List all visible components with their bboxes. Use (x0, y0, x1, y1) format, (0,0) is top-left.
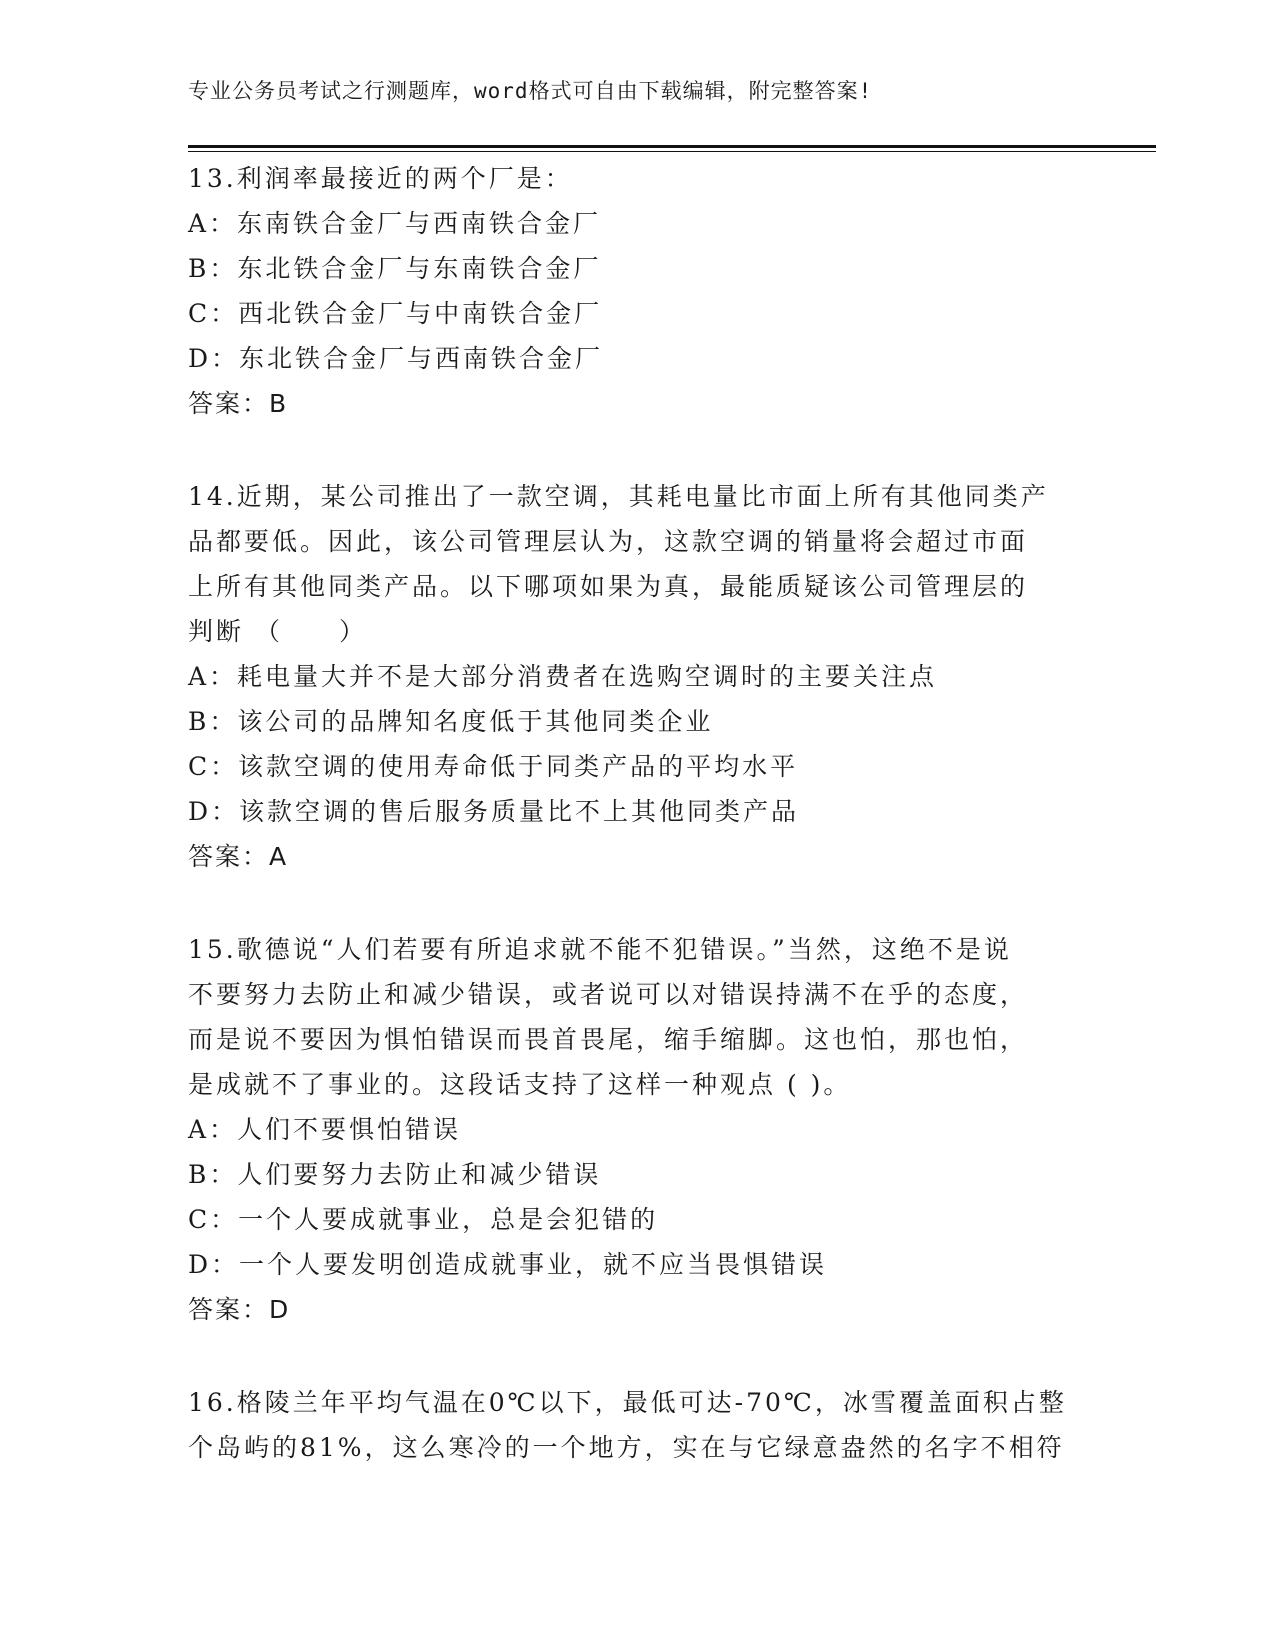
question-14 (188, 474, 1088, 879)
question-stem-line: 15.歌德说“人们若要有所追求就不能不犯错误。”当然，这绝不是说 (188, 935, 1012, 964)
answer-line: 答案：D (188, 1295, 291, 1324)
question-stem-line: 而是说不要因为惧怕错误而畏首畏尾，缩手缩脚。这也怕，那也怕， (188, 1025, 1029, 1054)
question-13 (188, 156, 1088, 426)
question-stem-line: 品都要低。因此，该公司管理层认为，这款空调的销量将会超过市面 (188, 527, 1029, 556)
option-d: D：一个人要发明创造成就事业，就不应当畏惧错误 (188, 1250, 828, 1279)
option-b: B：人们要努力去防止和减少错误 (188, 1160, 602, 1189)
question-stem-line: 不要努力去防止和减少错误，或者说可以对错误持满不在乎的态度， (188, 980, 1029, 1009)
option-c: C：该款空调的使用寿命低于同类产品的平均水平 (188, 752, 799, 781)
option-d: D：该款空调的售后服务质量比不上其他同类产品 (188, 797, 800, 826)
question-stem-line: 上所有其他同类产品。以下哪项如果为真，最能质疑该公司管理层的 (188, 572, 1029, 601)
option-c: C：一个人要成就事业，总是会犯错的 (188, 1205, 659, 1234)
answer-line: 答案：A (188, 842, 289, 871)
header-rule-thick (188, 145, 1156, 148)
option-a: A：东南铁合金厂与西南铁合金厂 (188, 209, 602, 238)
header-rule-thin (188, 151, 1156, 152)
option-a: A：人们不要惧怕错误 (188, 1115, 462, 1144)
question-stem-line: 13.利润率最接近的两个厂是： (188, 164, 573, 193)
option-b: B：东北铁合金厂与东南铁合金厂 (188, 254, 602, 283)
option-d: D：东北铁合金厂与西南铁合金厂 (188, 344, 604, 373)
question-16 (188, 1380, 1088, 1470)
answer-line: 答案：B (188, 389, 289, 418)
question-stem-line: 判断 （ ） (188, 617, 367, 646)
option-a: A：耗电量大并不是大部分消费者在选购空调时的主要关注点 (188, 662, 938, 691)
page-header-text: 专业公务员考试之行测题库，word格式可自由下载编辑，附完整答案! (188, 79, 873, 103)
question-stem-line: 16.格陵兰年平均气温在0℃以下，最低可达-70℃，冰雪覆盖面积占整 (188, 1388, 1067, 1417)
question-list (188, 156, 1088, 1518)
option-b: B：该公司的品牌知名度低于其他同类企业 (188, 707, 714, 736)
question-stem-line: 个岛屿的81%，这么寒冷的一个地方，实在与它绿意盎然的名字不相符 (188, 1433, 1065, 1462)
question-stem-line: 14.近期，某公司推出了一款空调，其耗电量比市面上所有其他同类产 (188, 482, 1049, 511)
question-stem-line: 是成就不了事业的。这段话支持了这样一种观点 ( )。 (188, 1070, 852, 1099)
question-15 (188, 927, 1088, 1332)
option-c: C：西北铁合金厂与中南铁合金厂 (188, 299, 603, 328)
